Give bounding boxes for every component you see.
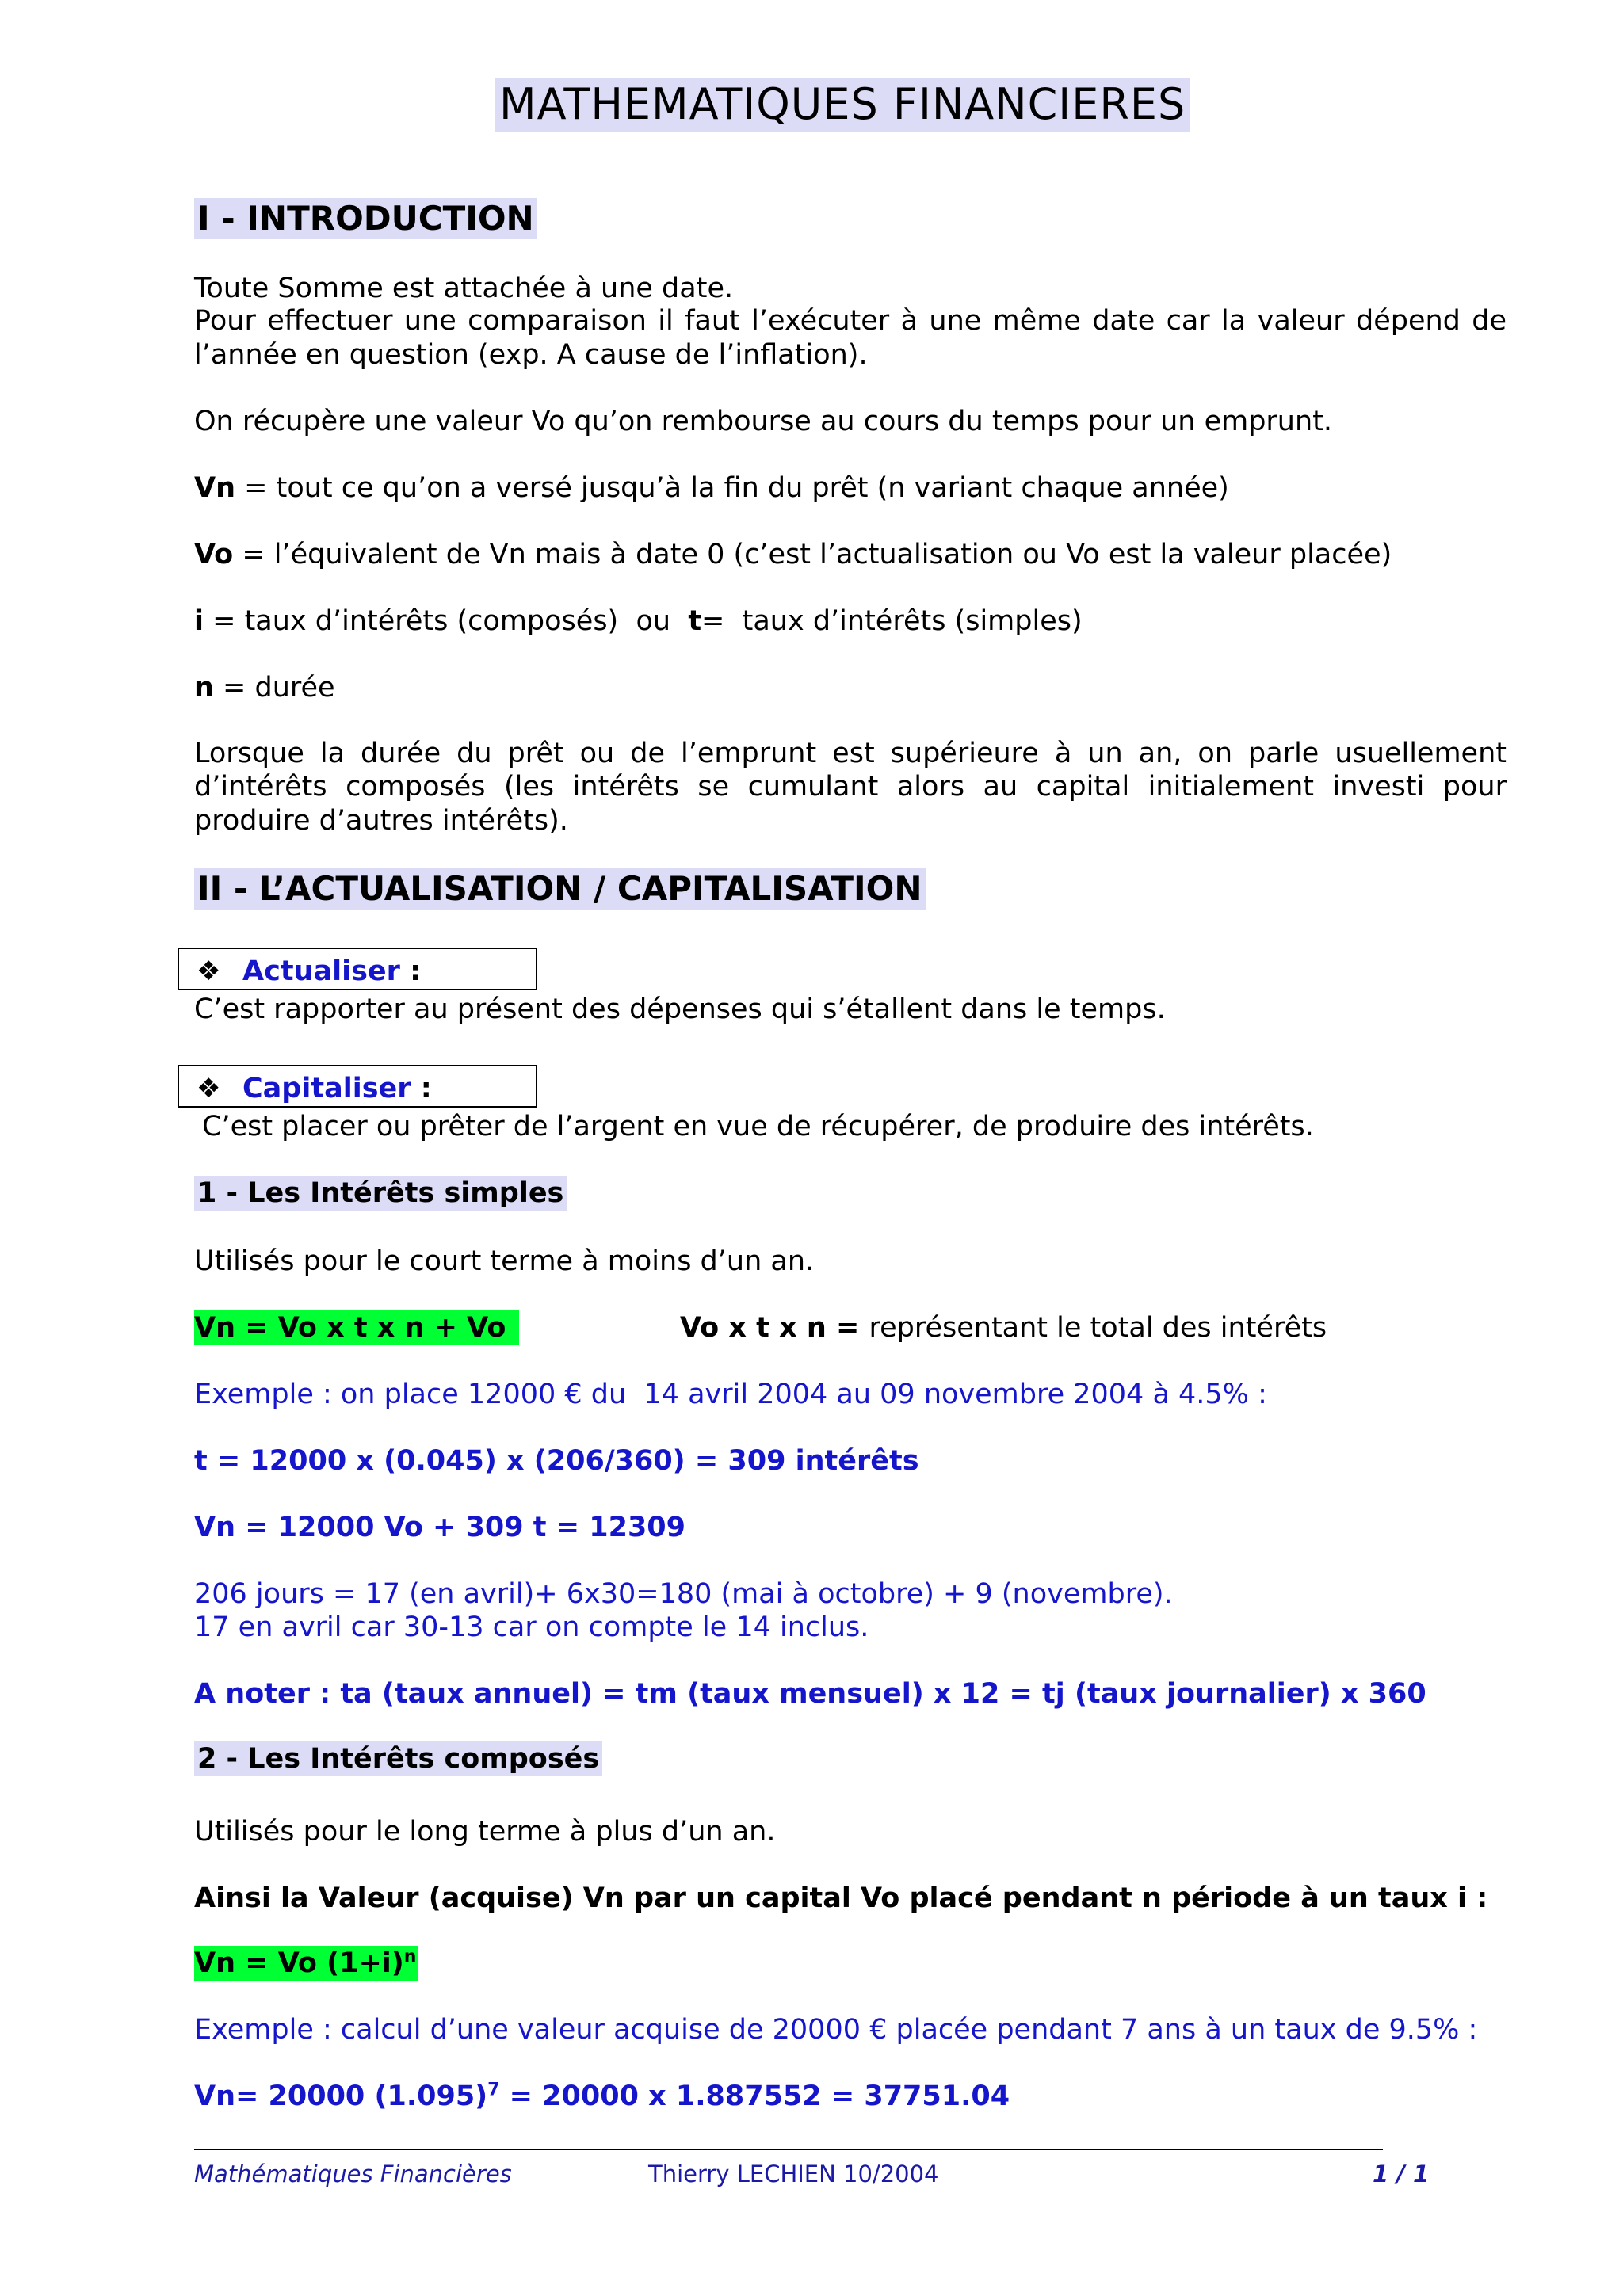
actualiser-label (197, 954, 421, 989)
intro-line-3: l’année en question (exp. A cause de l’inflation). (194, 339, 868, 371)
def-text: = l’équivalent de Vn mais à date 0 (c’est l’actualisation ou Vo est la valeur placée) (233, 539, 1392, 570)
formula-base: Vn = Vo (1+i) (194, 1947, 404, 1979)
subsection-heading-simples: 1 - Les Intérêts simples (194, 1176, 567, 1211)
intro-recup: On récupère une valeur Vo qu’on rembourse au cours du temps pour un emprunt. (194, 406, 1333, 437)
footer-left: Mathématiques Financières (194, 2161, 512, 2187)
page-title: MATHEMATIQUES FINANCIERES (495, 78, 1190, 132)
lorsque-line-3: produire d’autres intérêts). (194, 805, 568, 837)
calc-exponent: 7 (487, 2080, 500, 2100)
intro-line-2: Pour effectuer une comparaison il faut l’exécuter à une même date car la valeur dépend de (194, 305, 1507, 337)
capitaliser-text: C’est placer ou prêter de l’argent en vue de récupérer, de produire des intérêts. (202, 1111, 1314, 1142)
actualiser-text: C’est rapporter au présent des dépenses qui s’étallent dans le temps. (194, 994, 1166, 1025)
capitaliser-label (197, 1071, 432, 1106)
def-n (194, 670, 335, 705)
def-i-t (194, 604, 1083, 639)
diamond-icon: ❖ (197, 1073, 221, 1104)
lorsque-line-1: Lorsque la durée du prêt ou de l’emprunt est supérieure à un an, on parle usuellement (194, 738, 1507, 769)
subsection-heading-composes: 2 - Les Intérêts composés (194, 1741, 602, 1776)
simples-calc-2: Vn = 12000 Vo + 309 t = 12309 (194, 1512, 686, 1543)
lorsque-line-2: d’intérêts composés (les intérêts se cumulant alors au capital initialement investi pour (194, 771, 1507, 803)
formula-2-bold: Vo x t x n = (680, 1312, 869, 1344)
composes-usage: Utilisés pour le long terme à plus d’un an. (194, 1816, 776, 1848)
simples-usage: Utilisés pour le court terme à moins d’un an. (194, 1245, 815, 1277)
simples-noter: A noter : ta (taux annuel) = tm (taux mensuel) x 12 = tj (taux journalier) x 360 (194, 1678, 1426, 1710)
simples-jours-2: 17 en avril car 30-13 car on compte le 14 inclus. (194, 1611, 869, 1643)
actualiser-term: Actualiser (242, 955, 400, 987)
simples-jours-1: 206 jours = 17 (en avril)+ 6x30=180 (mai à octobre) + 9 (novembre). (194, 1578, 1173, 1610)
def-text: = tout ce qu’on a versé jusqu’à la fin du prêt (n variant chaque année) (235, 472, 1229, 504)
def-term: i (194, 605, 204, 637)
def-vn (194, 471, 1229, 505)
def-vo (194, 537, 1392, 572)
simples-formula: Vn = Vo x t x n + Vo (194, 1310, 519, 1345)
composes-calc (194, 2079, 1010, 2114)
capitaliser-term: Capitaliser (242, 1073, 411, 1104)
def-text: = durée (213, 672, 335, 704)
composes-exemple: Exemple : calcul d’une valeur acquise de 20000 € placée pendant 7 ans à un taux de 9.5% : (194, 2014, 1478, 2046)
def-term: t (688, 605, 702, 637)
def-term: Vn (194, 472, 236, 504)
actualiser-colon: : (399, 955, 422, 987)
capitaliser-colon: : (411, 1073, 432, 1104)
def-text: = taux d’intérêts (composés) ou (204, 605, 689, 637)
composes-ainsi: Ainsi la Valeur (acquise) Vn par un capital Vo placé pendant n période à un taux i : (194, 1882, 1488, 1914)
calc-base: Vn= 20000 (1.095) (194, 2081, 488, 2112)
def-term: n (194, 672, 214, 704)
composes-formula (194, 1946, 418, 1981)
section-heading-actualisation: II - L’ACTUALISATION / CAPITALISATION (194, 868, 926, 910)
formula-exponent: n (403, 1947, 417, 1967)
footer-center: Thierry LECHIEN 10/2004 (648, 2161, 939, 2187)
def-term: Vo (194, 539, 234, 570)
simples-exemple: Exemple : on place 12000 € du 14 avril 2004 au 09 novembre 2004 à 4.5% : (194, 1379, 1267, 1410)
diamond-icon: ❖ (197, 955, 221, 987)
footer-divider (194, 2149, 1383, 2150)
footer-page-number: 1 / 1 (1373, 2161, 1430, 2187)
def-text: = taux d’intérêts (simples) (701, 605, 1083, 637)
calc-rest: = 20000 x 1.887552 = 37751.04 (499, 2081, 1010, 2112)
simples-calc-1: t = 12000 x (0.045) x (206/360) = 309 intérêts (194, 1445, 919, 1477)
formula-2-text: représentant le total des intérêts (869, 1312, 1327, 1344)
intro-line-1: Toute Somme est attachée à une date. (194, 273, 734, 304)
simples-formula-2 (680, 1310, 1327, 1345)
section-heading-introduction: I - INTRODUCTION (194, 198, 537, 239)
